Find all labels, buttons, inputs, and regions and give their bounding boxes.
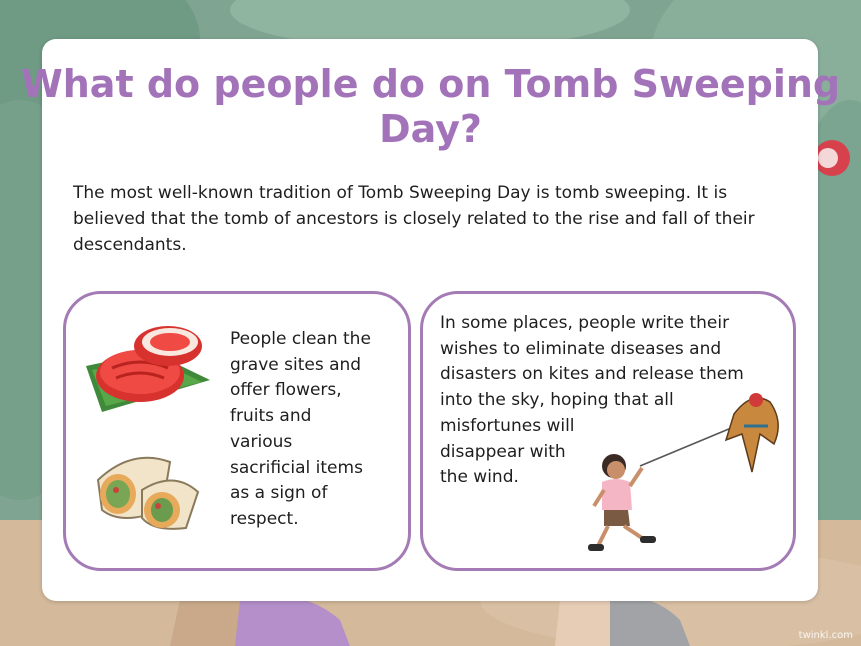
grave-cleaning-text: People clean the grave sites and offer flowers, fruits and various sacrificial items as a sign of respect. — [230, 329, 371, 529]
red-tortoise-cake-image — [82, 318, 214, 414]
girl-flying-kite-image — [584, 386, 790, 560]
twinkl-logo[interactable]: twinkl.com — [798, 630, 853, 641]
intro-paragraph: The most well-known tradition of Tomb Sweeping Day is tomb sweeping. It is believed that the tomb of ancestors is closely related to the rise and fall of their descendants. — [73, 183, 755, 255]
page-title: What do people do on Tomb Sweeping Day? — [20, 62, 841, 151]
kite-flying-text: In some places, people write their wishes to eliminate diseases and disasters on kites and release them into the sky, hoping that all misfortunes will disappear with the wind. — [440, 313, 744, 488]
spring-roll-wraps-image — [92, 440, 204, 532]
